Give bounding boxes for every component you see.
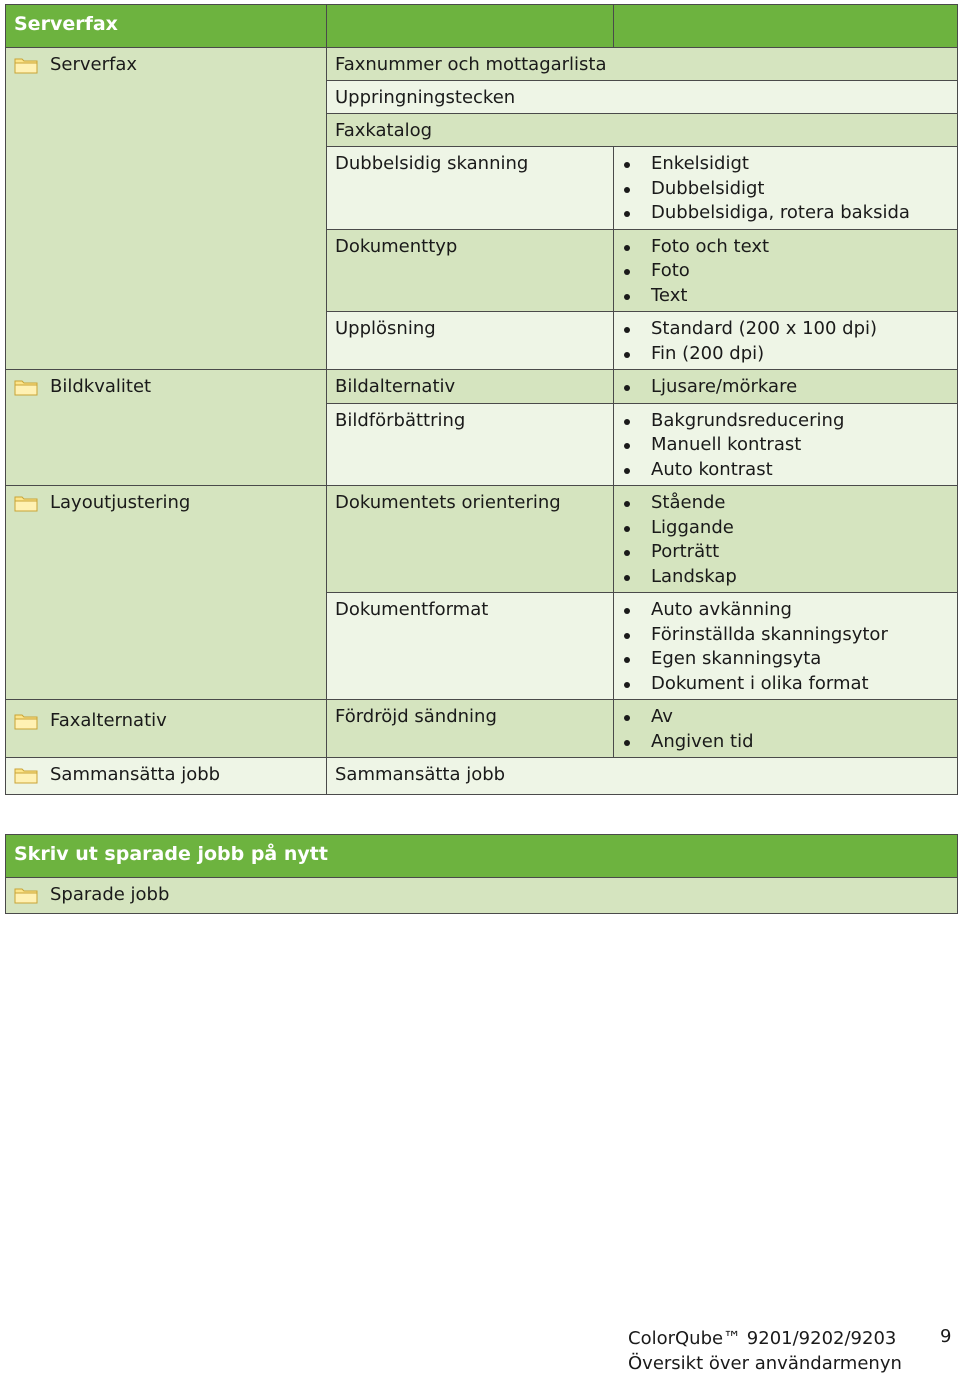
options-cell bbox=[614, 486, 958, 593]
option-item: Förinställda skanningsytor bbox=[624, 623, 949, 648]
table-row bbox=[6, 878, 958, 914]
folder-item[interactable] bbox=[6, 370, 326, 397]
options-cell bbox=[614, 403, 958, 486]
serverfax-table bbox=[5, 4, 958, 795]
options-list bbox=[614, 230, 957, 312]
saved-jobs-header-row bbox=[6, 835, 958, 878]
footer-subtitle: Översikt över användarmenyn bbox=[628, 1353, 902, 1374]
setting-label: Dokumentets orientering bbox=[335, 492, 561, 513]
folder-item[interactable] bbox=[6, 700, 326, 731]
option-item: Av bbox=[624, 705, 949, 730]
group-sammansatta[interactable] bbox=[6, 758, 327, 795]
option-item: Foto bbox=[624, 259, 949, 284]
section-title: Skriv ut sparade jobb på nytt bbox=[14, 843, 328, 865]
header-empty-cell bbox=[614, 5, 958, 48]
setting-cell[interactable] bbox=[327, 758, 958, 795]
setting-label: Faxkatalog bbox=[335, 120, 433, 141]
option-item: Foto och text bbox=[624, 235, 949, 260]
setting-cell[interactable] bbox=[327, 147, 614, 230]
saved-jobs-item[interactable] bbox=[6, 878, 958, 914]
folder-icon bbox=[14, 712, 38, 730]
folder-item[interactable] bbox=[6, 878, 957, 905]
setting-label: Faxnummer och mottagarlista bbox=[335, 54, 607, 75]
table-row bbox=[6, 486, 958, 593]
option-item: Ljusare/mörkare bbox=[624, 375, 949, 400]
serverfax-header-row bbox=[6, 5, 958, 48]
folder-item[interactable] bbox=[6, 48, 326, 75]
options-list bbox=[614, 404, 957, 486]
option-item: Dubbelsidiga, rotera baksida bbox=[624, 201, 949, 226]
option-item: Egen skanningsyta bbox=[624, 647, 949, 672]
setting-cell[interactable] bbox=[327, 48, 958, 81]
setting-label: Dubbelsidig skanning bbox=[335, 153, 529, 174]
setting-cell[interactable] bbox=[327, 486, 614, 593]
setting-cell[interactable] bbox=[327, 312, 614, 370]
folder-icon bbox=[14, 766, 38, 784]
setting-cell[interactable] bbox=[327, 81, 958, 114]
group-label: Sammansätta jobb bbox=[50, 764, 221, 785]
options-list bbox=[614, 593, 957, 699]
section-title-cell bbox=[6, 835, 958, 878]
option-item: Auto avkänning bbox=[624, 598, 949, 623]
setting-cell[interactable] bbox=[327, 593, 614, 700]
table-row bbox=[6, 370, 958, 404]
group-label: Bildkvalitet bbox=[50, 376, 152, 397]
setting-label: Bildförbättring bbox=[335, 409, 466, 431]
group-layoutjustering[interactable] bbox=[6, 486, 327, 700]
group-label: Sparade jobb bbox=[50, 884, 170, 905]
setting-cell[interactable] bbox=[327, 403, 614, 486]
page-number: 9 bbox=[940, 1326, 952, 1347]
folder-icon bbox=[14, 494, 38, 512]
options-list bbox=[614, 370, 957, 403]
table-row bbox=[6, 700, 958, 758]
setting-label: Dokumenttyp bbox=[335, 235, 458, 257]
option-item: Stående bbox=[624, 491, 949, 516]
option-item: Porträtt bbox=[624, 540, 949, 565]
folder-item[interactable] bbox=[6, 758, 326, 785]
table-row bbox=[6, 48, 958, 81]
group-serverfax[interactable] bbox=[6, 48, 327, 370]
setting-cell[interactable] bbox=[327, 114, 958, 147]
setting-label: Sammansätta jobb bbox=[335, 764, 506, 785]
saved-jobs-table bbox=[5, 834, 958, 914]
folder-item[interactable] bbox=[6, 486, 326, 513]
section-title: Serverfax bbox=[14, 13, 118, 35]
option-item: Angiven tid bbox=[624, 730, 949, 755]
option-item: Fin (200 dpi) bbox=[624, 342, 949, 367]
options-cell bbox=[614, 147, 958, 230]
setting-cell[interactable] bbox=[327, 370, 614, 404]
options-list bbox=[614, 700, 957, 757]
options-cell bbox=[614, 593, 958, 700]
group-label: Layoutjustering bbox=[50, 492, 191, 513]
group-label: Serverfax bbox=[50, 54, 138, 75]
setting-label: Dokumentformat bbox=[335, 599, 489, 620]
options-list bbox=[614, 312, 957, 369]
setting-label: Upplösning bbox=[335, 318, 436, 339]
options-list bbox=[614, 147, 957, 229]
setting-label: Bildalternativ bbox=[335, 376, 456, 397]
options-cell bbox=[614, 370, 958, 404]
option-item: Landskap bbox=[624, 565, 949, 590]
option-item: Text bbox=[624, 284, 949, 309]
option-item: Liggande bbox=[624, 516, 949, 541]
footer-product: ColorQube™ 9201/9202/9203 bbox=[628, 1328, 897, 1349]
group-bildkvalitet[interactable] bbox=[6, 370, 327, 486]
group-label: Faxalternativ bbox=[50, 710, 167, 731]
options-cell bbox=[614, 312, 958, 370]
table-row bbox=[6, 758, 958, 795]
options-cell bbox=[614, 700, 958, 758]
options-cell bbox=[614, 229, 958, 312]
setting-label: Fördröjd sändning bbox=[335, 706, 497, 727]
options-list bbox=[614, 486, 957, 592]
option-item: Dubbelsidigt bbox=[624, 177, 949, 202]
folder-icon bbox=[14, 886, 38, 904]
header-empty-cell bbox=[327, 5, 614, 48]
setting-cell[interactable] bbox=[327, 229, 614, 312]
folder-icon bbox=[14, 56, 38, 74]
option-item: Enkelsidigt bbox=[624, 152, 949, 177]
option-item: Bakgrundsreducering bbox=[624, 409, 949, 434]
option-item: Standard (200 x 100 dpi) bbox=[624, 317, 949, 342]
folder-icon bbox=[14, 378, 38, 396]
setting-label: Uppringningstecken bbox=[335, 87, 516, 108]
option-item: Auto kontrast bbox=[624, 458, 949, 483]
group-faxalternativ[interactable] bbox=[6, 700, 327, 758]
setting-cell[interactable] bbox=[327, 700, 614, 758]
option-item: Manuell kontrast bbox=[624, 433, 949, 458]
option-item: Dokument i olika format bbox=[624, 672, 949, 697]
section-title-cell bbox=[6, 5, 327, 48]
footer bbox=[628, 1326, 902, 1376]
